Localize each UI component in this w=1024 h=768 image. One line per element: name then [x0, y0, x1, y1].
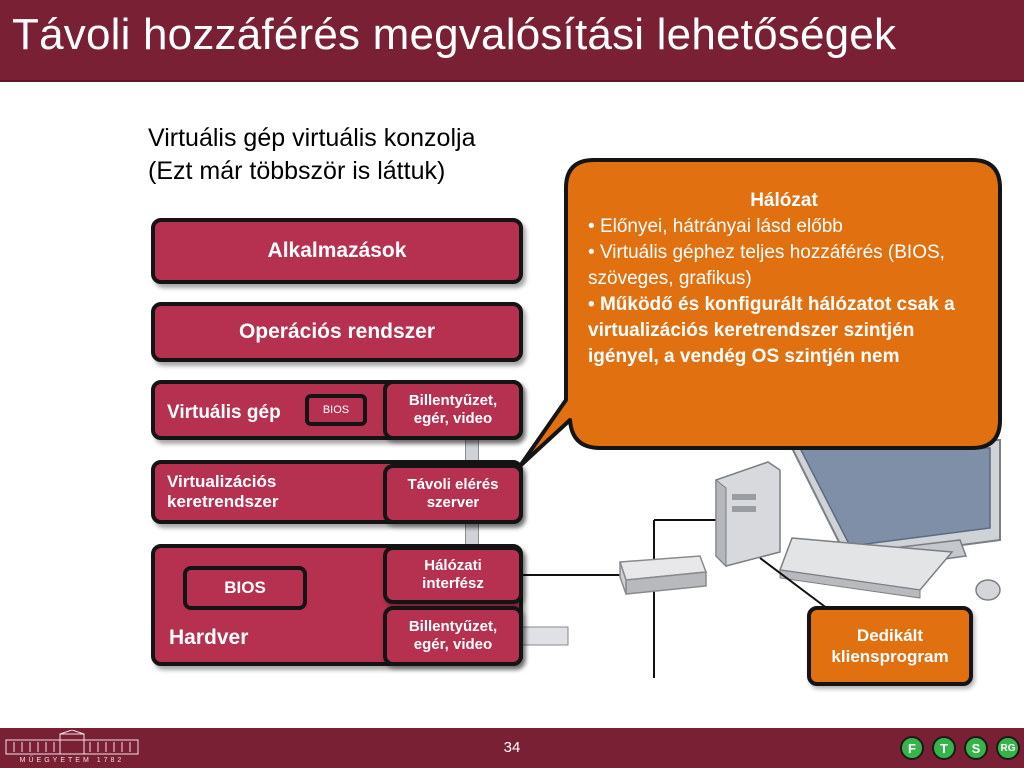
nic-line-2: interfész [422, 575, 484, 592]
client-line-1: Dedikált [856, 626, 924, 645]
ftsrg-logo-t-label: T [940, 740, 948, 756]
subtitle-line-2: (Ezt már többször is láttuk) [148, 157, 446, 185]
ftsrg-logo-f [900, 736, 924, 760]
dedicated-client-box [807, 606, 973, 686]
ftsrg-logo-f-label: F [908, 740, 916, 756]
callout-bullet-3-text: Működő és konfigurált hálózatot csak a virtualizációs keretrendszer szintjén igényel, a vendég OS szintjén nem [588, 294, 955, 367]
vm-io-line-1: Billentyűzet, [408, 392, 498, 409]
applications-label: Alkalmazások [267, 239, 407, 262]
subtitle-line-1: Virtuális gép virtuális konzolja [148, 124, 476, 152]
hw-io-line-1: Billentyűzet, [408, 618, 498, 635]
callout-heading: Hálózat [750, 190, 818, 211]
vm-io-line-2: egér, video [413, 410, 493, 427]
ftsrg-logo-rg-label: RG [1000, 742, 1016, 754]
callout-bullet-2: • Virtuális géphez teljes hozzáférés (BIOS, szöveges, grafikus) [588, 242, 945, 289]
vm-label: Virtuális gép [167, 402, 281, 423]
os-label: Operációs rendszer [238, 320, 436, 343]
callout-bullet-2-text: Virtuális géphez teljes hozzáférés (BIOS, szöveges, grafikus) [588, 242, 945, 289]
page-number: 34 [503, 739, 521, 756]
hypervisor-line-1: Virtualizációs [167, 472, 277, 491]
hardware-label: Hardver [169, 626, 249, 649]
callout-bullet-1-text: Előnyei, hátrányai lásd előbb [599, 216, 843, 237]
ftsrg-logo [900, 736, 1022, 760]
remote-server-line-2: szerver [426, 494, 480, 511]
callout-bullet-1: • Előnyei, hátrányai lásd előbb [588, 216, 843, 237]
footer-bar [0, 728, 1024, 768]
ftsrg-logo-s [964, 736, 988, 760]
network-callout [588, 188, 980, 370]
ftsrg-logo-t [932, 736, 956, 760]
remote-server-line-1: Távoli elérés [407, 476, 499, 493]
client-line-2: kliensprogram [831, 647, 949, 666]
hypervisor-line-2: keretrendszer [167, 492, 279, 511]
university-text: MŰEGYETEM 1782 [19, 757, 125, 764]
hw-io-line-2: egér, video [413, 636, 493, 653]
slide-title: Távoli hozzáférés megvalósítási lehetőségek [12, 10, 897, 59]
vm-bios-label: BIOS [322, 404, 350, 416]
nic-line-1: Hálózati [424, 557, 482, 574]
callout-bullet-3: • Működő és konfigurált hálózatot csak a virtualizációs keretrendszer szintjén igényel, a vendég OS szintjén nem [588, 294, 955, 367]
ftsrg-logo-s-label: S [971, 740, 981, 756]
ftsrg-logo-rg [996, 736, 1020, 760]
hw-bios-label: BIOS [224, 578, 266, 597]
